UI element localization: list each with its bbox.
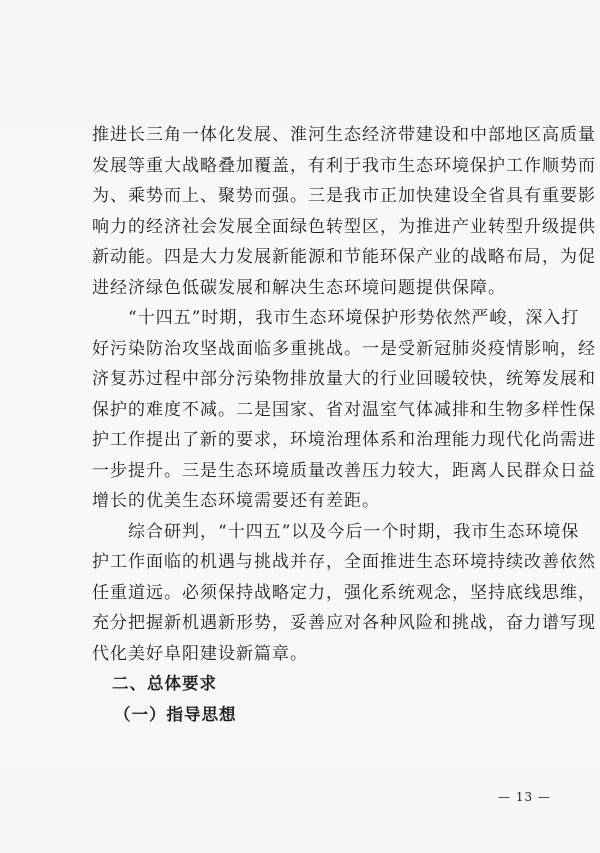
- text-line: 充分把握新机遇新形势，妥善应对各种风险和挑战，奋力谱写现: [92, 613, 596, 633]
- text-line: 代化美好阜阳建设新篇章。: [92, 643, 308, 664]
- text-line: 进经济绿色低碳发展和解决生态环境问题提供保障。: [92, 277, 506, 298]
- text-line: 护工作提出了新的要求，环境治理体系和治理能力现代化尚需进: [92, 430, 596, 450]
- paragraph-summary: [92, 517, 596, 670]
- text-line: 增长的优美生态环境需要还有差距。: [92, 491, 380, 511]
- text-line: 护工作面临的机遇与挑战并存，全面推进生态环境持续改善依然: [92, 552, 596, 572]
- text-line: 新动能。四是大力发展新能源和节能环保产业的战略布局，为促: [92, 247, 596, 267]
- document-body: [92, 120, 596, 730]
- paragraph-opportunities-continued: [92, 120, 596, 303]
- text-line: 综合研判，“十四五”以及今后一个时期，我市生态环境保: [128, 521, 580, 542]
- text-line: 济复苏过程中部分污染物排放量大的行业回暖较快，统筹发展和: [92, 369, 596, 389]
- page-number: — 13 —: [498, 790, 551, 804]
- text-line: 好污染防治攻坚战面临多重挑战。一是受新冠肺炎疫情影响，经: [92, 338, 596, 359]
- text-line: 一步提升。三是生态环境质量改善压力较大，距离人民群众日益: [92, 460, 596, 481]
- text-line: “十四五”时期，我市生态环境保护形势依然严峻，深入打: [128, 308, 580, 328]
- text-line: 为、乘势而上、聚势而强。三是我市正加快建设全省具有重要影: [92, 186, 596, 206]
- text-line: 保护的难度不减。二是国家、省对温室气体减排和生物多样性保: [92, 399, 596, 420]
- subsection-heading: （一）指导思想: [114, 704, 237, 724]
- text-line: 推进长三角一体化发展、淮河生态经济带建设和中部地区高质量: [92, 125, 596, 145]
- text-line: 发展等重大战略叠加覆盖，有利于我市生态环境保护工作顺势而: [92, 155, 596, 176]
- section-heading: 二、总体要求: [112, 674, 217, 693]
- paragraph-challenges: [92, 303, 596, 517]
- text-line: 任重道远。必须保持战略定力，强化系统观念，坚持底线思维，: [92, 582, 596, 603]
- text-line: 响力的经济社会发展全面绿色转型区，为推进产业转型升级提供: [92, 216, 596, 237]
